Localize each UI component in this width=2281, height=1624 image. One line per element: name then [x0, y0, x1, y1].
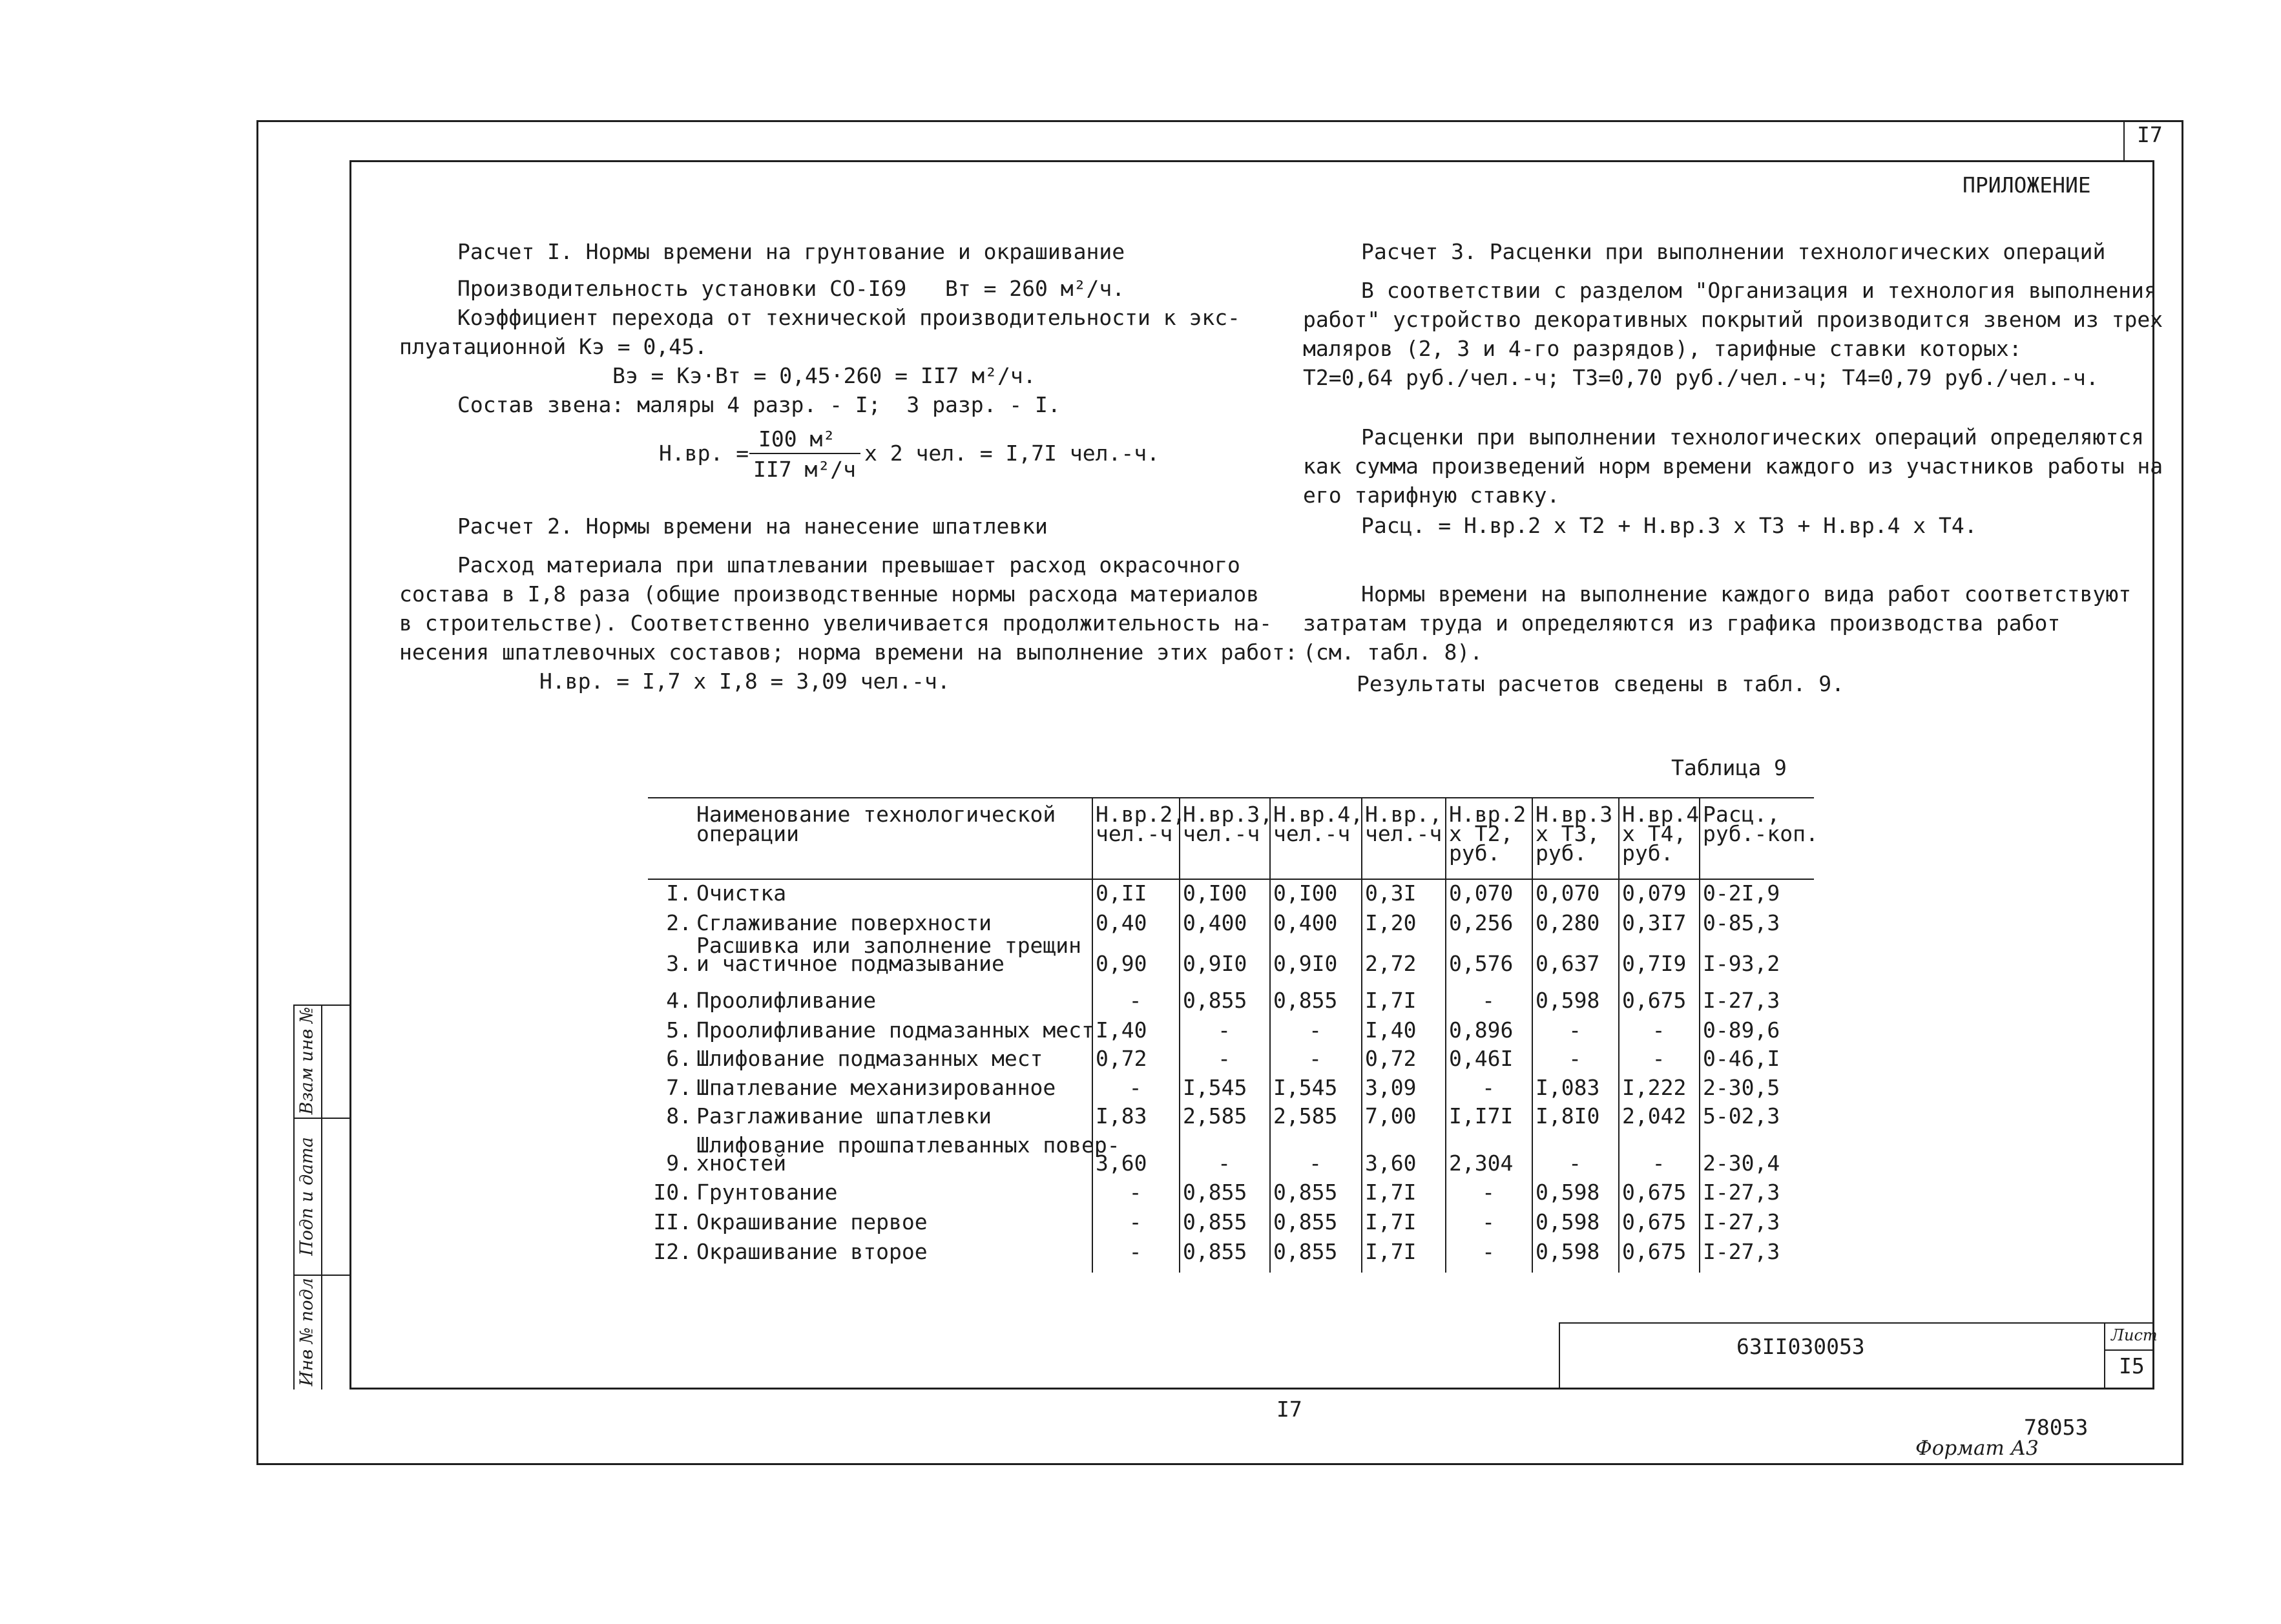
table-cell: 0,400: [1273, 910, 1338, 935]
table-cell: 0,90: [1096, 951, 1147, 976]
title-block-divider: [2104, 1322, 2105, 1389]
table-cell: -: [1568, 1150, 1581, 1176]
table-cell: 0-89,6: [1703, 1017, 1780, 1043]
table-rule-header: [648, 879, 1814, 880]
stamp-row-1: [293, 1005, 349, 1006]
table-cell: 0,675: [1622, 1209, 1687, 1234]
calc-2-title: Расчет 2. Нормы времени на нанесение шпатлевки: [457, 514, 1048, 539]
table-cell: 0,855: [1183, 1209, 1247, 1234]
table-cell: 3,60: [1096, 1150, 1147, 1176]
operation-name: и частичное подмазывание: [696, 951, 1005, 976]
stamp-col-left: [293, 1005, 295, 1390]
table-cell: 0,855: [1273, 1209, 1338, 1234]
calc-3-line-2: работ" устройство декоративных покрытий производится звеном из трех: [1303, 307, 2163, 332]
table-header-cell: Расц., руб.-коп.: [1703, 802, 1818, 846]
calc-1-line-2: Коэффициент перехода от технической производительности к экс-: [457, 305, 1240, 330]
table-cell: -: [1482, 1209, 1495, 1234]
table-cell: 2,585: [1273, 1103, 1338, 1129]
table-cell: 0,675: [1622, 1239, 1687, 1264]
table-cell: I-27,3: [1703, 1209, 1780, 1234]
table-cell: 0,896: [1449, 1017, 1514, 1043]
document-code: 63II030053: [1736, 1334, 1865, 1359]
stamp-replaced-inventory: Взам инв №: [297, 1006, 317, 1115]
calc-3-line-4: Т2=0,64 руб./чел.-ч; Т3=0,70 руб./чел.-ч; Т4=0,79 руб./чел.-ч.: [1303, 365, 2099, 390]
inner-frame-bottom: [349, 1388, 2154, 1390]
operation-name: Шпатлевание механизированное: [696, 1075, 1056, 1100]
table-header-cell: Н.вр.3 x Т3, руб.: [1536, 802, 1613, 866]
row-number: I0.: [653, 1180, 692, 1205]
table-cell: 0,72: [1096, 1046, 1147, 1071]
table-cell: 0,855: [1183, 988, 1247, 1013]
row-number: 6.: [666, 1046, 692, 1071]
format-label: Формат А3: [1915, 1437, 2039, 1460]
table-cell: I,40: [1365, 1017, 1417, 1043]
operation-name: Шлифование подмазанных мест: [696, 1046, 1043, 1071]
formula-left: Н.вр. =: [659, 441, 749, 466]
operation-name: хностей: [696, 1150, 787, 1176]
table-cell: -: [1309, 1150, 1322, 1176]
table-cell: 0,598: [1536, 1180, 1600, 1205]
table-cell: I,20: [1365, 910, 1417, 935]
table-cell: -: [1652, 1150, 1665, 1176]
calc-1-line-5: Состав звена: маляры 4 разр. - I; 3 разр. - I.: [457, 392, 1061, 417]
appendix-header: ПРИЛОЖЕНИЕ: [1963, 172, 2091, 198]
table-header-cell: Н.вр., чел.-ч: [1365, 802, 1443, 846]
formula-numerator: I00 м²: [758, 426, 836, 452]
table-cell: 0,855: [1273, 1239, 1338, 1264]
stamp-row-2: [293, 1118, 349, 1119]
calc-2-line-1: Расход материала при шпатлевании превышает расход окрасочного: [457, 552, 1240, 578]
table-cell: -: [1309, 1017, 1322, 1043]
table-cell: -: [1129, 1180, 1142, 1205]
inner-frame-top: [349, 160, 2154, 162]
calc-1-line-1: Производительность установки СО-I69 Вт = 260 м²/ч.: [457, 276, 1125, 301]
calc-1-line-4: Вэ = Кэ·Вт = 0,45·260 = II7 м²/ч.: [612, 363, 1036, 388]
calc-3-line-11: (см. табл. 8).: [1303, 640, 1483, 665]
table-cell: 0,855: [1273, 1180, 1338, 1205]
calc-3-line-10: затратам труда и определяются из графика производства работ: [1303, 610, 2061, 636]
table-cell: I-27,3: [1703, 1180, 1780, 1205]
operation-name: Расшивка или заполнение трещин: [696, 933, 1082, 958]
table-cell: 0-2I,9: [1703, 880, 1780, 906]
inner-frame-right: [2152, 160, 2154, 1390]
row-number: 2.: [666, 910, 692, 935]
table-cell: 0,I00: [1273, 880, 1338, 906]
table-rule-top: [648, 797, 1814, 798]
table-cell: 0,675: [1622, 988, 1687, 1013]
table-cell: 0,46I: [1449, 1046, 1514, 1071]
stamp-inventory-original: Инв № подл: [297, 1278, 317, 1386]
table-header-cell: Н.вр.4, чел.-ч: [1273, 802, 1364, 846]
table-cell: -: [1129, 1239, 1142, 1264]
table-cell: -: [1482, 1239, 1495, 1264]
table-cell: 0-46,I: [1703, 1046, 1780, 1071]
table-cell: 0,9I0: [1273, 951, 1338, 976]
table-cell: I-27,3: [1703, 1239, 1780, 1264]
table-cell: I,7I: [1365, 1209, 1417, 1234]
table-cell: I,8I0: [1536, 1103, 1600, 1129]
table-header-cell: Н.вр.3, чел.-ч: [1183, 802, 1273, 846]
table-cell: I-93,2: [1703, 951, 1780, 976]
table-cell: I,40: [1096, 1017, 1147, 1043]
row-number: I2.: [653, 1239, 692, 1264]
table-cell: 0-85,3: [1703, 910, 1780, 935]
outer-frame-left: [256, 120, 258, 1464]
inner-frame-left: [349, 160, 351, 1390]
calc-1-line-3: плуатационной Кэ = 0,45.: [399, 334, 707, 359]
table-col-rule: [1699, 797, 1700, 1273]
table-cell: I,222: [1622, 1075, 1687, 1100]
sheet-label: Лист: [2111, 1326, 2158, 1344]
calc-3-line-6: как сумма произведений норм времени каждого из участников работы на: [1303, 453, 2163, 479]
table-caption: Таблица 9: [1671, 755, 1787, 780]
table-col-rule: [1361, 797, 1362, 1273]
formula-denominator: II7 м²/ч: [753, 457, 856, 482]
table-cell: 5-02,3: [1703, 1103, 1780, 1129]
outer-frame-bottom: [256, 1463, 2183, 1465]
table-cell: 0,675: [1622, 1180, 1687, 1205]
table-cell: 2,585: [1183, 1103, 1247, 1129]
table-cell: -: [1482, 1075, 1495, 1100]
table-cell: I,083: [1536, 1075, 1600, 1100]
title-block-top: [1559, 1322, 2154, 1324]
calc-3-line-1: В соответствии с разделом "Организация и технология выполнения: [1361, 278, 2157, 303]
sheet-corner-number: I7: [2137, 122, 2163, 147]
table-cell: 0,72: [1365, 1046, 1417, 1071]
footer-page-number: I7: [1276, 1397, 1302, 1422]
table-cell: 3,09: [1365, 1075, 1417, 1100]
operation-name: Очистка: [696, 880, 787, 906]
table-cell: 0,070: [1449, 880, 1514, 906]
row-number: 3.: [666, 951, 692, 976]
table-cell: 7,00: [1365, 1103, 1417, 1129]
table-cell: 0,855: [1183, 1239, 1247, 1264]
outer-frame-top: [256, 120, 2183, 122]
table-cell: -: [1309, 1046, 1322, 1071]
sheet-number: I5: [2119, 1353, 2145, 1379]
title-block-sheet-sep: [2104, 1349, 2154, 1351]
table-cell: 2,042: [1622, 1103, 1687, 1129]
table-cell: 0,598: [1536, 988, 1600, 1013]
calc-2-line-4: несения шпатлевочных составов; норма времени на выполнение этих работ:: [399, 640, 1298, 665]
calc-1-title: Расчет I. Нормы времени на грунтование и окрашивание: [457, 239, 1125, 264]
table-cell: 0,598: [1536, 1209, 1600, 1234]
row-number: 5.: [666, 1017, 692, 1043]
formula-right: x 2 чел. = I,7I чел.-ч.: [864, 441, 1160, 466]
table-cell: 0,400: [1183, 910, 1247, 935]
table-cell: -: [1482, 1180, 1495, 1205]
table-cell: 0,9I0: [1183, 951, 1247, 976]
table-cell: I,7I: [1365, 1239, 1417, 1264]
table-cell: -: [1218, 1150, 1231, 1176]
table-header-cell: Наименование технологической операции: [696, 802, 1056, 846]
table-cell: 0,7I9: [1622, 951, 1687, 976]
operation-name: Сглаживание поверхности: [696, 910, 992, 935]
table-cell: 0,256: [1449, 910, 1514, 935]
table-cell: 2,304: [1449, 1150, 1514, 1176]
calc-3-line-9: Нормы времени на выполнение каждого вида работ соответствуют: [1361, 581, 2132, 607]
operation-name: Окрашивание второе: [696, 1239, 928, 1264]
table-cell: I,I7I: [1449, 1103, 1514, 1129]
table-header-cell: Н.вр.2 x Т2, руб.: [1449, 802, 1526, 866]
row-number: 8.: [666, 1103, 692, 1129]
calc-3-title: Расчет 3. Расценки при выполнении технологических операций: [1361, 239, 2106, 264]
table-cell: -: [1482, 988, 1495, 1013]
table-cell: -: [1652, 1017, 1665, 1043]
table-cell: 0,855: [1273, 988, 1338, 1013]
table-cell: I,7I: [1365, 1180, 1417, 1205]
table-cell: -: [1568, 1017, 1581, 1043]
row-number: II.: [653, 1209, 692, 1234]
table-cell: 2,72: [1365, 951, 1417, 976]
table-cell: 0,598: [1536, 1239, 1600, 1264]
table-cell: 0,II: [1096, 880, 1147, 906]
operation-name: Проолифливание подмазанных мест: [696, 1017, 1094, 1043]
table-cell: I,545: [1273, 1075, 1338, 1100]
table-cell: 0,3I: [1365, 880, 1417, 906]
table-cell: -: [1568, 1046, 1581, 1071]
table-cell: 0,3I7: [1622, 910, 1687, 935]
table-cell: 0,40: [1096, 910, 1147, 935]
table-cell: 0,280: [1536, 910, 1600, 935]
table-cell: I,545: [1183, 1075, 1247, 1100]
stamp-col-mid: [321, 1005, 322, 1390]
operation-name: Окрашивание первое: [696, 1209, 928, 1234]
table-cell: 2-30,4: [1703, 1150, 1780, 1176]
row-number: 9.: [666, 1150, 692, 1176]
stamp-row-3: [293, 1275, 349, 1276]
table-cell: 0,I00: [1183, 880, 1247, 906]
table-cell: -: [1652, 1046, 1665, 1071]
calc-2-line-2: состава в I,8 раза (общие производственные нормы расхода материалов: [399, 581, 1260, 607]
table-cell: 0,637: [1536, 951, 1600, 976]
calc-2-line-5: Н.вр. = I,7 x I,8 = 3,09 чел.-ч.: [539, 669, 950, 694]
table-cell: -: [1218, 1017, 1231, 1043]
footer-reference-number: 78053: [2024, 1415, 2088, 1440]
stamp-signature-date: Подп и дата: [297, 1137, 317, 1256]
corner-box-left: [2123, 120, 2125, 160]
table-cell: 0,576: [1449, 951, 1514, 976]
calc-3-formula: Расц. = Н.вр.2 x Т2 + Н.вр.3 x Т3 + Н.вр.4 x Т4.: [1361, 513, 1977, 538]
calc-3-line-3: маляров (2, 3 и 4-го разрядов), тарифные ставки которых:: [1303, 336, 2022, 361]
calc-2-line-3: в строительстве). Соответственно увеличивается продолжительность на-: [399, 610, 1273, 636]
table-cell: I-27,3: [1703, 988, 1780, 1013]
row-number: 4.: [666, 988, 692, 1013]
operation-name: Шлифование прошпатлеванных повер-: [696, 1132, 1120, 1158]
row-number: I.: [666, 880, 692, 906]
title-block-left: [1559, 1322, 1560, 1389]
table-cell: 0,070: [1536, 880, 1600, 906]
calc-3-line-7: его тарифную ставку.: [1303, 483, 1560, 508]
calc-3-line-12: Результаты расчетов сведены в табл. 9.: [1357, 671, 1844, 696]
calc-3-line-5: Расценки при выполнении технологических операций определяются: [1361, 424, 2144, 450]
fraction-bar: [749, 453, 860, 454]
table-cell: 0,855: [1183, 1180, 1247, 1205]
operation-name: Разглаживание шпатлевки: [696, 1103, 992, 1129]
table-cell: 3,60: [1365, 1150, 1417, 1176]
operation-name: Проолифливание: [696, 988, 877, 1013]
table-header-cell: Н.вр.4 x Т4, руб.: [1622, 802, 1700, 866]
table-cell: I,7I: [1365, 988, 1417, 1013]
table-cell: 2-30,5: [1703, 1075, 1780, 1100]
table-cell: -: [1129, 1209, 1142, 1234]
table-cell: -: [1218, 1046, 1231, 1071]
table-cell: -: [1129, 1075, 1142, 1100]
table-cell: I,83: [1096, 1103, 1147, 1129]
row-number: 7.: [666, 1075, 692, 1100]
table-cell: -: [1129, 988, 1142, 1013]
table-header-cell: Н.вр.2, чел.-ч: [1096, 802, 1186, 846]
outer-frame-right: [2182, 120, 2183, 1464]
operation-name: Грунтование: [696, 1180, 838, 1205]
table-cell: 0,079: [1622, 880, 1687, 906]
